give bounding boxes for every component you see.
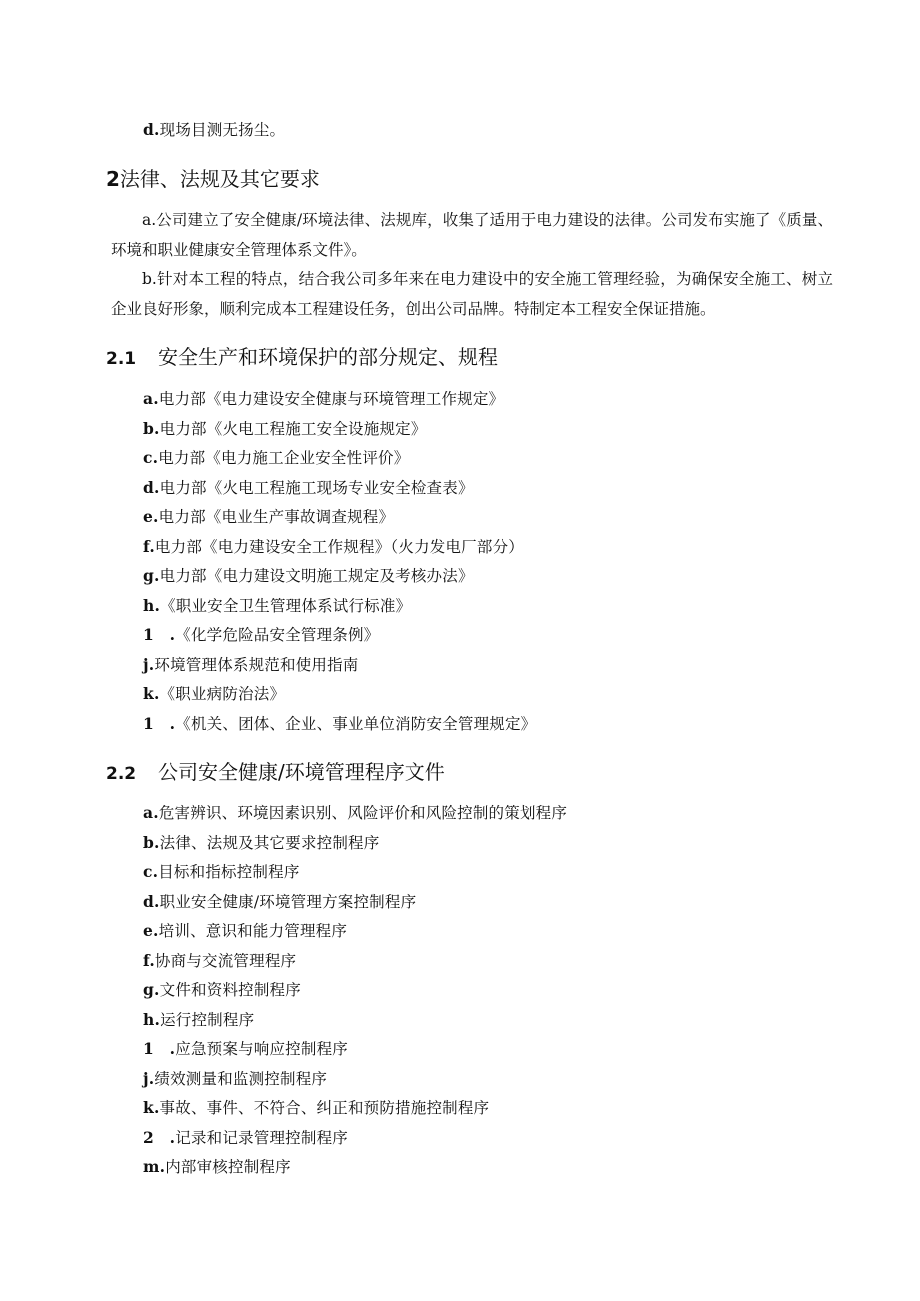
item-label: c. xyxy=(143,862,159,881)
item-label: j. xyxy=(143,654,155,674)
item-text: 电力部《电力建设文明施工规定及考核办法》 xyxy=(159,567,474,585)
item-text: 危害辨识、环境因素识别、风险评价和风险控制的策划程序 xyxy=(158,804,568,822)
section-2-1-heading xyxy=(106,344,498,372)
section-title: 安全生产和环境保护的部分规定、规程 xyxy=(158,345,498,369)
item-text: 培训、意识和能力管理程序 xyxy=(158,922,348,940)
list-item xyxy=(143,389,504,409)
list-item xyxy=(143,596,411,616)
list-item xyxy=(143,1157,291,1177)
section-title: 公司安全健康/环境管理程序文件 xyxy=(158,760,445,784)
item-label: 1 . xyxy=(143,1039,176,1058)
section-number: 2.1 xyxy=(106,349,137,369)
list-item xyxy=(143,921,347,941)
item-text: 现场目测无扬尘。 xyxy=(159,121,286,139)
item-label: j. xyxy=(143,1068,155,1088)
item-label: g. xyxy=(143,980,160,999)
section-title: 法律、法规及其它要求 xyxy=(119,167,320,191)
item-text: 电力部《电力建设安全健康与环境管理工作规定》 xyxy=(158,390,505,408)
item-text: 电力部《电业生产事故调查规程》 xyxy=(158,508,395,526)
section-2-heading xyxy=(106,166,320,192)
list-item xyxy=(143,951,296,971)
list-item xyxy=(143,566,474,586)
item-label: a. xyxy=(143,389,159,408)
section-number: 2.2 xyxy=(106,764,137,784)
list-item xyxy=(143,448,409,468)
item-text: 《职业安全卫生管理体系试行标准》 xyxy=(160,596,412,615)
item-text: 目标和指标控制程序 xyxy=(158,863,300,881)
item-label: 1 . xyxy=(143,625,176,644)
list-item xyxy=(143,714,536,734)
item-label: d. xyxy=(143,120,160,139)
item-label: e. xyxy=(143,507,159,526)
item-text: 文件和资料控制程序 xyxy=(159,981,301,999)
list-item xyxy=(143,478,474,498)
item-label: d. xyxy=(143,891,160,911)
item-text: 电力部《电力施工企业安全性评价》 xyxy=(158,449,410,467)
item-text: 协商与交流管理程序 xyxy=(154,951,297,970)
item-text: 《机关、团体、企业、事业单位消防安全管理规定》 xyxy=(175,714,537,733)
list-item xyxy=(143,507,394,527)
item-text: 电力部《电力建设安全工作规程》（火力发电厂部分） xyxy=(154,537,524,556)
item-text: 事故、事件、不符合、纠正和预防措施控制程序 xyxy=(159,1099,490,1117)
list-item xyxy=(143,980,301,1000)
list-item xyxy=(143,833,379,853)
list-item xyxy=(143,1098,489,1118)
item-label: b. xyxy=(143,832,160,852)
item-label: k. xyxy=(143,684,160,703)
item-label: d. xyxy=(143,477,160,497)
item-text: 电力部《火电工程施工现场专业安全检查表》 xyxy=(159,478,474,497)
item-text: 记录和记录管理控制程序 xyxy=(175,1128,348,1147)
item-text: 职业安全健康/环境管理方案控制程序 xyxy=(159,892,417,911)
item-text: 电力部《火电工程施工安全设施规定》 xyxy=(159,419,427,438)
list-item xyxy=(143,655,359,675)
list-item xyxy=(143,684,285,704)
list-item xyxy=(143,120,285,140)
item-text: 环境管理体系规范和使用指南 xyxy=(154,655,359,674)
item-text: 法律、法规及其它要求控制程序 xyxy=(159,833,380,852)
item-label: f. xyxy=(143,536,155,556)
list-item xyxy=(143,862,300,882)
item-label: e. xyxy=(143,921,159,940)
list-item xyxy=(143,537,524,557)
section-number: 2 xyxy=(106,167,120,191)
item-text: 《化学危险品安全管理条例》 xyxy=(175,626,380,644)
list-item xyxy=(143,892,416,912)
list-item xyxy=(143,1128,348,1148)
item-label: k. xyxy=(143,1098,160,1117)
item-label: f. xyxy=(143,950,155,970)
item-text: 内部审核控制程序 xyxy=(165,1158,291,1176)
item-label: 1 . xyxy=(143,713,176,733)
item-text: 绩效测量和监测控制程序 xyxy=(154,1069,328,1088)
item-label: c. xyxy=(143,448,159,467)
item-label: h. xyxy=(143,1009,161,1029)
paragraph-b: b.针对本工程的特点，结合我公司多年来在电力建设中的安全施工管理经验，为确保安全施工、树立企业良好形象，顺利完成本工程建设任务，创出公司品牌。特制定本工程安全保证措施。 xyxy=(111,270,833,318)
paragraph-a: a.公司建立了安全健康/环境法律、法规库，收集了适用于电力建设的法律。公司发布实施了《质量、环境和职业健康安全管理体系文件》。 xyxy=(111,211,833,259)
item-label: h. xyxy=(143,595,161,615)
item-text: 运行控制程序 xyxy=(160,1010,255,1029)
list-item xyxy=(143,625,379,645)
list-item xyxy=(143,419,427,439)
item-label: a. xyxy=(143,803,159,822)
item-text: 《职业病防治法》 xyxy=(159,685,286,703)
item-label: g. xyxy=(143,566,160,585)
list-item xyxy=(143,1010,254,1030)
item-label: m. xyxy=(143,1157,166,1176)
item-label: b. xyxy=(143,418,160,438)
item-label: 2 . xyxy=(143,1127,176,1147)
section-2-2-heading xyxy=(106,759,445,787)
list-item xyxy=(143,1069,327,1089)
list-item xyxy=(143,803,567,823)
item-text: 应急预案与响应控制程序 xyxy=(175,1040,348,1058)
list-item xyxy=(143,1039,348,1059)
